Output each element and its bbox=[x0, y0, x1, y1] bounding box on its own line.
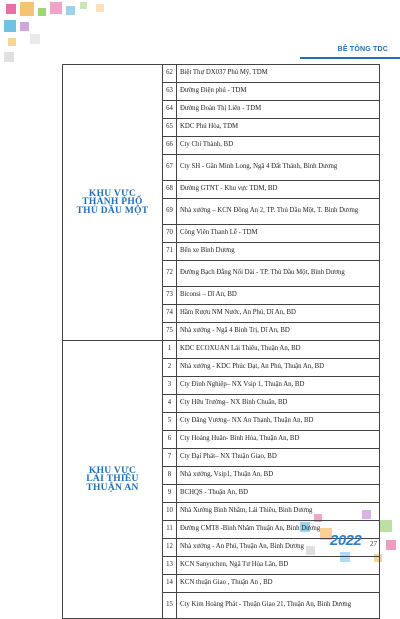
page-number: 27 bbox=[370, 540, 377, 548]
row-number: 2 bbox=[163, 359, 177, 377]
row-number: 73 bbox=[163, 287, 177, 305]
row-number: 62 bbox=[163, 65, 177, 83]
row-description: Cty Hoàng Huân- Bình Hòa, Thuận An, BD bbox=[177, 431, 380, 449]
row-description: Công Viên Thanh Lễ - TDM bbox=[177, 225, 380, 243]
row-number: 3 bbox=[163, 377, 177, 395]
row-description: Nhà xưởng, Vsip1, Thuận An, BD bbox=[177, 467, 380, 485]
region-label-line: THÀNH PHỐ bbox=[82, 197, 143, 208]
row-number: 65 bbox=[163, 119, 177, 137]
row-description: Bến xe Bình Dương bbox=[177, 243, 380, 261]
row-number: 75 bbox=[163, 323, 177, 341]
row-number: 71 bbox=[163, 243, 177, 261]
row-number: 68 bbox=[163, 181, 177, 199]
row-description: Nhà xưởng - Ngã 4 Bình Trị, Dĩ An, BD bbox=[177, 323, 380, 341]
row-description: Cty Đình Nghiệp– NX Vsip 1, Thuận An, BD bbox=[177, 377, 380, 395]
row-description: Biệt Thự DX037 Phú Mỹ, TDM bbox=[177, 65, 380, 83]
row-number: 8 bbox=[163, 467, 177, 485]
row-number: 74 bbox=[163, 305, 177, 323]
row-description: Cty Hữu Trường– NX Bình Chuẩn, BD bbox=[177, 395, 380, 413]
row-number: 12 bbox=[163, 539, 177, 557]
region-label-line: LÁI THIÊU bbox=[86, 474, 139, 485]
row-description: BCHQS - Thuận An, BD bbox=[177, 485, 380, 503]
row-number: 9 bbox=[163, 485, 177, 503]
footer-year: 2022 bbox=[330, 532, 362, 549]
row-number: 11 bbox=[163, 521, 177, 539]
row-description: KDC ECOXUAN Lái Thiêu, Thuận An, BD bbox=[177, 341, 380, 359]
region-label-line: THUẬN AN bbox=[86, 482, 139, 493]
region-label bbox=[63, 65, 163, 341]
row-number: 67 bbox=[163, 155, 177, 181]
row-number: 5 bbox=[163, 413, 177, 431]
row-description: KDC Phú Hòa, TDM bbox=[177, 119, 380, 137]
row-description: Đường GTNT - Khu vực TDM, BD bbox=[177, 181, 380, 199]
row-number: 63 bbox=[163, 83, 177, 101]
row-number: 7 bbox=[163, 449, 177, 467]
row-number: 6 bbox=[163, 431, 177, 449]
header-underline bbox=[300, 57, 400, 59]
row-description: Cty Đăng Vương– NX An Thạnh, Thuận An, BD bbox=[177, 413, 380, 431]
row-description: Nhà xưởng – KCN Đồng An 2, TP. Thủ Dầu Một, T. Bình Dương bbox=[177, 199, 380, 225]
row-number: 66 bbox=[163, 137, 177, 155]
region-label-line: KHU VỰC bbox=[88, 188, 137, 199]
row-number: 13 bbox=[163, 557, 177, 575]
table-row bbox=[63, 65, 380, 83]
row-description: KCN Sanyuchen, Ngã Tư Hòa Lân, BD bbox=[177, 557, 380, 575]
row-description: Đường CMT8 -Bình Nhâm Thuận An, Bình Dương bbox=[177, 521, 380, 539]
row-number: 15 bbox=[163, 593, 177, 619]
row-number: 1 bbox=[163, 341, 177, 359]
row-number: 69 bbox=[163, 199, 177, 225]
row-number: 72 bbox=[163, 261, 177, 287]
row-number: 70 bbox=[163, 225, 177, 243]
row-description: Đường Điện phú - TDM bbox=[177, 83, 380, 101]
row-number: 14 bbox=[163, 575, 177, 593]
row-description: KCN thuận Giao , Thuận An , BD bbox=[177, 575, 380, 593]
row-description: Nhà xưởng - KDC Phúc Đạt, An Phú, Thuận An, BD bbox=[177, 359, 380, 377]
header-title: BÊ TÔNG TDC bbox=[337, 46, 388, 53]
row-number: 64 bbox=[163, 101, 177, 119]
region-label-line: THỦ DẦU MỘT bbox=[76, 205, 149, 216]
row-description: Cty Chí Thành, BD bbox=[177, 137, 380, 155]
row-description: Cty SH - Gần Minh Long, Ngã 4 Đất Thánh, Bình Dương bbox=[177, 155, 380, 181]
row-number: 10 bbox=[163, 503, 177, 521]
row-description: Đường Bạch Đằng Nối Dài - TP. Thủ Dầu Một, Bình Dương bbox=[177, 261, 380, 287]
row-description: Cty Kim Hoàng Phát - Thuận Giao 21, Thuận An, Bình Dương bbox=[177, 593, 380, 619]
row-description: Cty Đại Phát– NX Thuận Giao, BD bbox=[177, 449, 380, 467]
row-description: Biconsi – Dĩ An, BD bbox=[177, 287, 380, 305]
region-label-line: KHU VỰC bbox=[88, 465, 137, 476]
row-number: 4 bbox=[163, 395, 177, 413]
row-description: Hầm Rượu NM Nước, An Phú, Dĩ An, BD bbox=[177, 305, 380, 323]
region-label bbox=[63, 341, 163, 619]
row-description: Nhà xưởng - An Phú, Thuận An, Bình Dương bbox=[177, 539, 380, 557]
table-row bbox=[63, 341, 380, 359]
row-description: Nhà Xưởng Bình Nhâm, Lái Thiêu, Bình Dương bbox=[177, 503, 380, 521]
row-description: Đường Đoàn Thị Liên - TDM bbox=[177, 101, 380, 119]
